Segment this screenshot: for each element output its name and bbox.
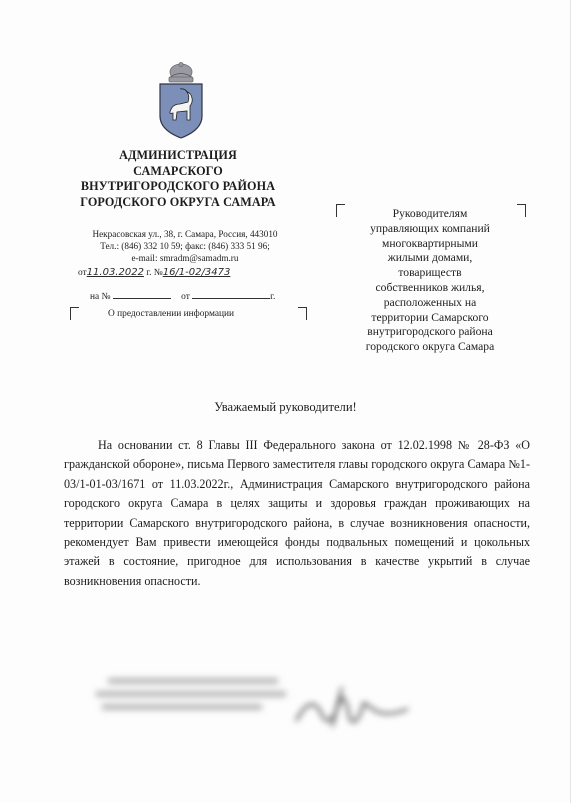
organization-name <box>62 148 294 210</box>
body-paragraph: На основании ст. 8 Главы III Федерального закона от 12.02.1998 № 28-ФЗ «О гражданской обороне», письма Первого заместителя главы городского округа Самара №1-03/1-01-03/1671 от 11.03.2022г., Администрация Самарского внутригородского района городского округа Самара в целях защиты и здоровья граждан проживающих на территории Самарского внутригородского района, в случае возникновения опасности, рекомендует Вам привести имеющейся фонды подвальных помещений и цокольных этажей в состояние, пригодное для использования в качестве укрытий в случае возникновения опасности. <box>64 438 530 588</box>
email-text: e-mail: smradm@samadm.ru <box>131 253 239 264</box>
letter-body <box>64 436 530 591</box>
subject-line: О предоставлении информации <box>108 309 235 319</box>
ref-from-label: от <box>181 292 190 302</box>
organization-line: САМАРСКОГО <box>133 163 223 178</box>
letter-date: 11.03.2022 <box>86 267 144 278</box>
recipient-line: товариществ <box>398 266 462 280</box>
recipient-line: управляющих компаний <box>370 221 490 235</box>
letter-number: 16/1-02/3473 <box>162 267 231 278</box>
reference-line <box>90 289 275 302</box>
subject-corner-right <box>298 307 307 320</box>
registration-line <box>78 267 230 278</box>
subject-corner-left <box>70 307 79 320</box>
signatory-placeholder <box>92 675 292 710</box>
greeting: Уважаемый руководители! <box>214 400 357 414</box>
organization-line: АДМИНИСТРАЦИЯ <box>119 148 237 162</box>
ref-number-blank <box>113 289 171 299</box>
ref-date-blank <box>192 289 270 299</box>
recipient-line: жилыми домами, <box>387 251 473 265</box>
recipient-block <box>340 207 520 355</box>
recipient-line: внутригородского района <box>367 325 493 339</box>
organization-line: ВНУТРИГОРОДСКОГО РАЙОНА <box>80 179 276 193</box>
handwritten-signature-icon <box>292 681 412 735</box>
samara-coat-of-arms-icon <box>150 62 212 142</box>
address-text: Некрасовская ул., 38, г. Самара, Россия, 443010 <box>92 229 278 239</box>
phone-text: Тел.: (846) 332 10 59; факс: (846) 333 51 96; <box>100 241 270 252</box>
signature-block <box>92 675 412 739</box>
recipient-line: городского округа Самара <box>365 340 495 354</box>
recipient-line: расположенных на <box>383 295 477 309</box>
recipient-line: территории Самарского <box>371 310 489 324</box>
ref-number-label: на № <box>90 292 111 302</box>
contact-block <box>70 228 300 265</box>
organization-line: ГОРОДСКОГО ОКРУГА САМАРА <box>80 194 276 209</box>
recipient-line: многоквартирными <box>382 236 478 250</box>
from-label: от <box>78 268 87 278</box>
recipient-line: собственников жилья, <box>375 280 485 294</box>
number-label: г. № <box>146 268 163 278</box>
ref-year-label: г. <box>270 292 276 302</box>
recipient-line: Руководителям <box>392 207 468 220</box>
